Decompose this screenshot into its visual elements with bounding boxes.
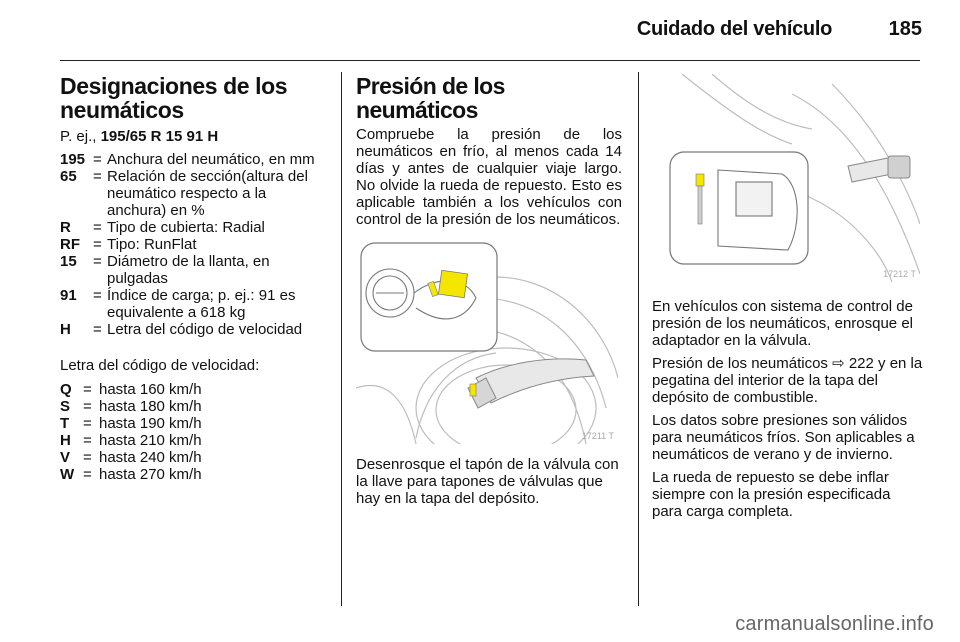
speed-row [60, 449, 328, 466]
equals-sign: = [93, 168, 102, 185]
speed-row [60, 432, 328, 449]
cold-tire-paragraph: Los datos sobre presiones son válidos para neumáticos fríos. Son aplicables a neumáticos de verano y de invierno. [652, 412, 915, 463]
speed-row [60, 381, 328, 398]
speed-letter: S [60, 398, 71, 415]
equals-sign: = [83, 381, 92, 398]
speed-code-list [60, 381, 328, 483]
definition-value: Anchura del neumático, en mm [107, 151, 315, 168]
pressure-reference-paragraph: Presión de los neumáticos ⇨ 222 y en la pegatina del interior de la tapa del depósito de combustible. [652, 355, 923, 406]
definition-row [60, 236, 328, 253]
spare-wheel-paragraph: La rueda de repuesto se debe inflar siempre con la presión especificada para carga completa. [652, 469, 891, 520]
section-heading: Presión de los neumáticos [356, 73, 505, 123]
speed-letter: W [60, 466, 75, 483]
equals-sign: = [93, 253, 102, 270]
definition-row [60, 287, 328, 321]
definition-key: H [60, 321, 71, 338]
speed-value: hasta 210 km/h [99, 432, 202, 449]
speed-row [60, 466, 328, 483]
equals-sign: = [93, 151, 102, 168]
equals-sign: = [93, 236, 102, 253]
speed-code-title: Letra del código de velocidad: [60, 357, 260, 374]
adapter-paragraph: En vehículos con sistema de control de presión de los neumáticos, enrosque el adaptador en la válvula. [652, 298, 913, 349]
definition-key: R [60, 219, 71, 236]
definition-value: Tipo de cubierta: Radial [107, 219, 265, 236]
definition-value: Tipo: RunFlat [107, 236, 197, 253]
speed-row [60, 415, 328, 432]
speed-value: hasta 190 km/h [99, 415, 202, 432]
header-rule [60, 60, 920, 61]
page-number: 185 [888, 18, 922, 40]
equals-sign: = [83, 415, 92, 432]
equals-sign: = [93, 219, 102, 236]
watermark-text: carmanualsonline.info [735, 613, 934, 635]
definition-value: Letra del código de velocidad [107, 321, 303, 338]
valve-cap-illustration [356, 238, 618, 444]
definition-key: 15 [60, 253, 77, 270]
speed-row [60, 398, 328, 415]
speed-letter: H [60, 432, 71, 449]
equals-sign: = [83, 398, 92, 415]
speed-letter: T [60, 415, 70, 432]
figure-code: 17211 T [581, 431, 614, 441]
definition-value: Diámetro de la llanta, en pulgadas [107, 253, 270, 287]
column-divider-1 [341, 72, 342, 606]
definition-list [60, 151, 328, 338]
tire-designation-column [60, 74, 328, 483]
definition-value: Relación de sección(altura del neumático respecto a la anchura) en % [107, 168, 308, 219]
definition-key: 91 [60, 287, 77, 304]
speed-value: hasta 240 km/h [99, 449, 202, 466]
adapter-drawing [652, 74, 920, 282]
equals-sign: = [93, 287, 102, 304]
speed-letter: V [60, 449, 71, 466]
tire-adapter-column [652, 74, 924, 526]
definition-value: Índice de carga; p. ej.: 91 es equivalente a 618 kg [107, 287, 296, 321]
page-header-title: Cuidado del vehículo [636, 18, 832, 40]
valve-cap-drawing [356, 238, 618, 444]
speed-value: hasta 180 km/h [99, 398, 202, 415]
definition-row [60, 321, 328, 338]
definition-row [60, 219, 328, 236]
example-code: 195/65 R 15 91 H [100, 128, 219, 145]
definition-row [60, 253, 328, 287]
tire-pressure-column [356, 74, 622, 507]
equals-sign: = [83, 432, 92, 449]
example-prefix: P. ej., [60, 128, 101, 145]
equals-sign: = [83, 466, 92, 483]
definition-key: RF [60, 236, 80, 253]
definition-row [60, 168, 328, 219]
figure-caption: Desenrosque el tapón de la válvula con la llave para tapones de válvulas que hay en la tapa del depósito. [356, 456, 619, 507]
section-heading: Designaciones de los neumáticos [60, 73, 288, 123]
speed-value: hasta 160 km/h [99, 381, 202, 398]
example-line [60, 128, 328, 145]
definition-row [60, 151, 328, 168]
equals-sign: = [83, 449, 92, 466]
column-divider-2 [638, 72, 639, 606]
equals-sign: = [93, 321, 102, 338]
figure-code: 17212 T [883, 269, 916, 279]
definition-key: 65 [60, 168, 77, 185]
intro-paragraph: Compruebe la presión de los neumáticos en frío, al menos cada 14 días y antes de cualquier viaje largo. No olvide la rueda de repuesto. Esto es aplicable también a los vehículos con control de la presión de los neumáticos. [356, 126, 622, 228]
speed-value: hasta 270 km/h [99, 466, 202, 483]
adapter-illustration [652, 74, 920, 282]
definition-key: 195 [60, 151, 86, 168]
speed-letter: Q [60, 381, 72, 398]
